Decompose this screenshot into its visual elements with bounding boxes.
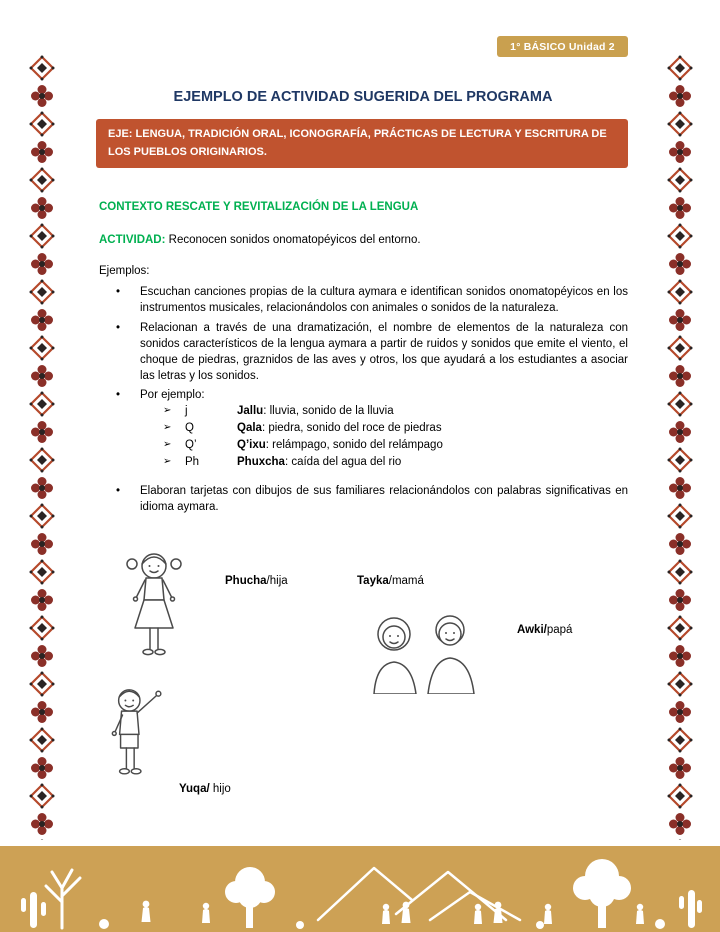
actividad-line: [99, 232, 421, 248]
sound-text: [237, 420, 442, 437]
bullet-marker-icon: [116, 320, 140, 384]
unit-badge: 1° BÁSICO Unidad 2: [497, 36, 628, 57]
figure-word: Phucha: [225, 575, 267, 587]
right-ornament-border-icon: [666, 54, 694, 840]
daughter-illustration: [120, 548, 188, 662]
list-item: [116, 284, 628, 316]
figure-word: Yuqa/: [179, 783, 210, 795]
figure-translation: papá: [546, 624, 573, 636]
list-item: [116, 483, 628, 515]
eje-banner: EJE: LENGUA, TRADICIÓN ORAL, ICONOGRAFÍA, PRÁCTICAS DE LECTURA Y ESCRITURA DE LOS PUEBLOS ORIGINARIOS.: [96, 119, 628, 168]
sound-letter: j: [185, 405, 188, 417]
sound-examples-list: [163, 403, 443, 471]
figure-label-yuqa: [179, 783, 231, 795]
arrow-bullet-icon: [163, 454, 185, 471]
sound-text: [237, 403, 394, 420]
figure-translation: /mamá: [388, 575, 424, 587]
actividad-label: ACTIVIDAD:: [99, 234, 166, 246]
figure-translation: hijo: [209, 783, 231, 795]
sound-meaning: : piedra, sonido del roce de piedras: [261, 422, 442, 435]
sound-meaning: : relámpago, sonido del relámpago: [265, 439, 443, 452]
bullet-text: Escuchan canciones propias de la cultura aymara e identifican sonidos onomatopéyicos en los instrumentos musicales, relacionándolos con animales o sonidos de la naturaleza.: [140, 286, 628, 315]
figure-label-awki: [517, 624, 572, 636]
sound-meaning: : caída del agua del rio: [284, 456, 402, 469]
left-ornament-border-icon: [28, 54, 56, 840]
sound-example-row: [163, 403, 443, 420]
sound-example-row: [163, 454, 443, 471]
page-title: EJEMPLO DE ACTIVIDAD SUGERIDA DEL PROGRAMA: [173, 89, 553, 105]
arrow-bullet-icon: [163, 420, 185, 437]
bullet-marker-icon: [116, 387, 140, 403]
sound-letter: Q’: [185, 439, 197, 452]
figure-label-phucha: [225, 575, 288, 587]
ejemplos-label: Ejemplos:: [99, 265, 150, 277]
sound-letter: Ph: [185, 456, 200, 469]
sound-word: Q’ixu: [237, 439, 266, 452]
bullet-text: Elaboran tarjetas con dibujos de sus familiares relacionándolos con palabras significativas en idioma aymara.: [140, 485, 628, 514]
sound-letter: Q: [185, 422, 194, 435]
bullet-text: Por ejemplo:: [140, 389, 205, 401]
list-item: [116, 387, 628, 403]
actividad-text: Reconocen sonidos onomatopéyicos del entorno.: [165, 234, 421, 246]
footer-landscape-illustration: [0, 846, 720, 932]
arrow-bullet-icon: [163, 437, 185, 454]
figure-translation: /hija: [266, 575, 288, 587]
sound-example-row: [163, 437, 443, 454]
figure-word: Tayka: [357, 575, 389, 587]
figure-label-tayka: [357, 575, 424, 587]
sound-word: Jallu: [237, 405, 264, 417]
list-item: [116, 320, 628, 384]
sound-word: Phuxcha: [237, 456, 285, 469]
sound-text: [237, 454, 401, 471]
contexto-heading: CONTEXTO RESCATE Y REVITALIZACIÓN DE LA LENGUA: [99, 201, 419, 213]
sound-text: [237, 437, 443, 454]
son-illustration: [100, 684, 178, 781]
figure-word: Awki/: [517, 624, 547, 636]
sound-word: Qala: [237, 422, 262, 435]
parents-illustration: [358, 610, 492, 694]
bullet-marker-icon: [116, 284, 140, 316]
bullet-text: Relacionan a través de una dramatización, el nombre de elementos de la naturaleza con sonidos característicos de la lengua aymara a partir de ruidos y sonidos que emite el viento, el choque de piedras, graznidos de las aves y otros, los que ayudará a los estudiantes a asociar las letras y los sonidos.: [140, 322, 628, 383]
arrow-bullet-icon: [163, 403, 185, 420]
sound-meaning: : lluvia, sonido de la lluvia: [263, 405, 394, 417]
sound-example-row: [163, 420, 443, 437]
bullet-marker-icon: [116, 483, 140, 515]
